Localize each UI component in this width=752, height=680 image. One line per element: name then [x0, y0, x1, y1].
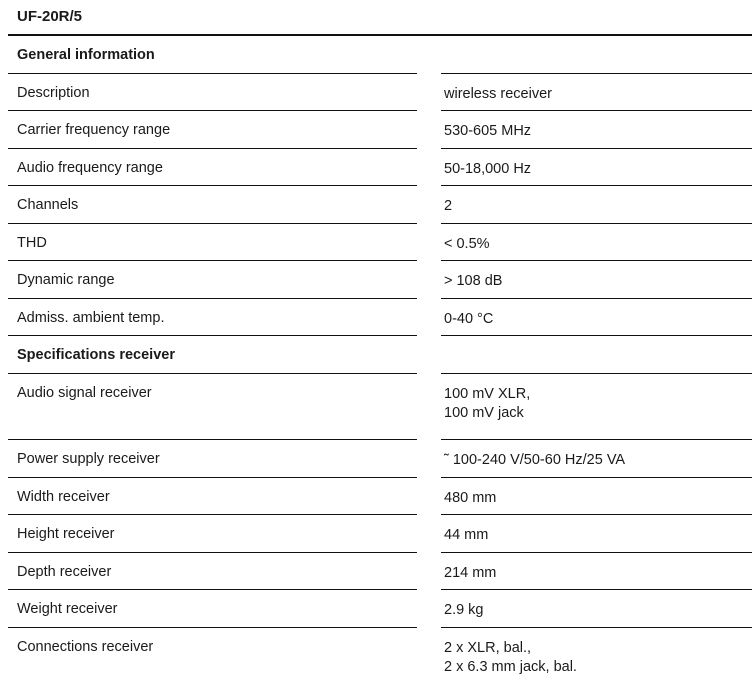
title-divider	[8, 34, 752, 36]
page-title: UF-20R/5	[17, 8, 83, 25]
row-value-line: 2 x 6.3 mm jack, bal.	[444, 659, 577, 675]
row-divider	[441, 223, 752, 224]
row-label: Channels	[17, 197, 79, 213]
row-label: Weight receiver	[17, 601, 118, 617]
section-heading: Specifications receiver	[17, 347, 175, 363]
row-value-line: 50-18,000 Hz	[444, 161, 532, 177]
row-value	[444, 310, 493, 329]
row-divider	[441, 335, 752, 336]
row-divider	[441, 627, 752, 628]
row-value-line: 530-605 MHz	[444, 123, 532, 139]
row-divider	[441, 439, 752, 440]
row-value-line: 100 mV jack	[444, 405, 524, 421]
row-value	[444, 160, 531, 179]
row-label: Carrier frequency range	[17, 122, 171, 138]
row-divider	[8, 552, 417, 553]
row-divider	[8, 223, 417, 224]
row-value	[444, 385, 530, 423]
row-value-line: 0-40 °C	[444, 311, 494, 327]
row-value-line: 44 mm	[444, 527, 489, 543]
row-value-line: > 108 dB	[444, 273, 503, 289]
row-value	[444, 601, 484, 620]
row-label: Height receiver	[17, 526, 115, 542]
row-divider	[8, 589, 417, 590]
row-divider	[8, 73, 417, 74]
row-label: Audio signal receiver	[17, 385, 152, 401]
row-label: Description	[17, 85, 90, 101]
row-value-line: wireless receiver	[444, 86, 552, 102]
row-value-line: 480 mm	[444, 490, 497, 506]
row-value-line: 214 mm	[444, 565, 497, 581]
row-divider	[8, 627, 417, 628]
row-divider	[441, 514, 752, 515]
row-value-line: 2	[444, 198, 453, 214]
row-divider	[8, 514, 417, 515]
row-label: Dynamic range	[17, 272, 115, 288]
row-divider	[441, 110, 752, 111]
row-divider	[8, 260, 417, 261]
row-divider	[441, 477, 752, 478]
row-value	[444, 564, 496, 583]
row-label: Connections receiver	[17, 639, 154, 655]
row-divider	[8, 477, 417, 478]
row-value	[444, 526, 488, 545]
row-label: Admiss. ambient temp.	[17, 310, 165, 326]
row-divider	[441, 185, 752, 186]
section-heading: General information	[17, 47, 155, 63]
row-divider	[441, 73, 752, 74]
row-value	[444, 639, 577, 677]
row-divider	[441, 148, 752, 149]
row-value-line: < 0.5%	[444, 236, 490, 252]
row-divider	[8, 185, 417, 186]
row-value	[444, 85, 552, 104]
row-value	[444, 197, 452, 216]
row-divider	[8, 439, 417, 440]
row-divider	[441, 373, 752, 374]
row-value	[444, 272, 502, 291]
row-value-line: 2 x XLR, bal.,	[444, 640, 532, 656]
row-value-line: 100 mV XLR,	[444, 386, 531, 402]
row-divider	[8, 373, 417, 374]
row-label: Power supply receiver	[17, 451, 160, 467]
row-divider	[8, 148, 417, 149]
row-divider	[441, 298, 752, 299]
row-divider	[441, 260, 752, 261]
row-value	[444, 122, 531, 141]
row-label: Audio frequency range	[17, 160, 163, 176]
row-divider	[8, 298, 417, 299]
row-divider	[8, 110, 417, 111]
row-label: Width receiver	[17, 489, 110, 505]
row-divider	[441, 589, 752, 590]
row-value	[444, 451, 625, 470]
row-divider	[441, 552, 752, 553]
row-value-line: 2.9 kg	[444, 602, 484, 618]
row-divider	[8, 335, 417, 336]
row-value-line: ˜ 100-240 V/50-60 Hz/25 VA	[444, 452, 626, 468]
row-value	[444, 235, 490, 254]
row-label: THD	[17, 235, 47, 251]
row-label: Depth receiver	[17, 564, 112, 580]
row-value	[444, 489, 496, 508]
